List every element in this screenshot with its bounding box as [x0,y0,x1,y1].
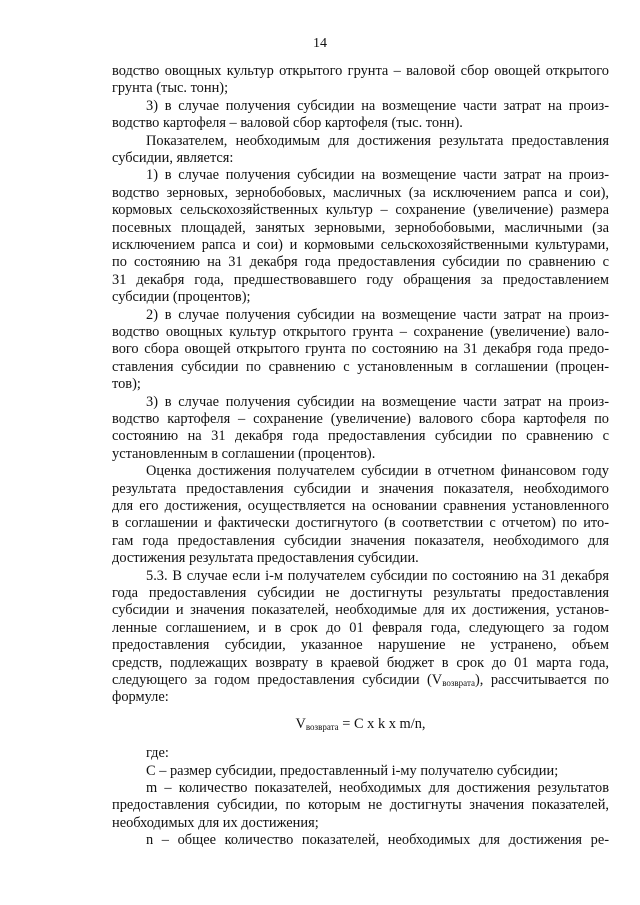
text-span: 3) в случае получения субсидии на возмещение части затрат на произ- [146,393,609,410]
text-line [112,359,609,376]
text-line [112,254,609,271]
text-line [112,411,609,428]
text-span: гам года предоставления субсидии значения показателя, необходимого для [112,532,609,549]
text-line [112,80,609,97]
text-line [146,133,609,150]
text-span: субсидии, является: [112,150,234,166]
text-line [112,324,609,341]
text-span: по состоянию на 31 декабря года предоставления субсидии по сравнению с [112,254,609,271]
text-span: ставления субсидии по сравнению с установленным в соглашении (процен- [112,358,609,375]
text-span: достижения результата предоставления субсидии. [112,550,419,567]
text-span: ), рассчитывается по [474,672,609,688]
text-line [112,220,609,237]
text-span: для его достижения, осуществляется на основании сравнения установленного [112,498,609,514]
text-span: С – размер субсидии, предоставленный i-му получателю субсидии; [146,762,559,779]
text-span: года предоставления субсидии не достигнуты результаты предоставления [112,585,609,601]
text-span: средств, подлежащих возврату в краевой бюджет в срок до 01 марта года, [112,654,609,671]
text-line [112,637,609,654]
text-line [112,815,609,832]
text-line [112,620,609,637]
text-span: субсидии и значения показателей, необходимые для их достижения, установ- [112,602,609,619]
text-span: водство овощных культур открытого грунта – сохранение (увеличение) вало- [112,324,609,340]
text-line [112,185,609,202]
text-line [112,498,609,515]
text-line [112,428,609,445]
text-span: водство картофеля – сохранение (увеличение) валового сбора картофеля по [112,411,609,427]
text-line [112,202,609,219]
formula-subscript: возврата [305,721,339,732]
text-span: в соглашении и фактически достигнутого (в соответствии с отчетом) по ито- [112,515,609,532]
text-line [146,780,609,797]
text-span: следующего за годом предоставления субсидии (V [112,672,443,688]
text-span: водство зерновых, зернобобовых, масличных (за исключением рапса и сои), [112,184,609,201]
text-line [112,481,609,498]
text-span: водство картофеля – валовой сбор картофеля (тыс. тонн). [112,115,463,132]
text-line [112,376,609,393]
text-span: m – количество показателей, необходимых для достижения результатов [146,780,609,796]
text-line [112,63,609,80]
subscript: возврата [442,678,475,688]
text-line [112,797,609,814]
text-span: ленные соглашением, и в срок до 01 февраля года, следующего за годом [112,619,609,636]
text-line [146,745,609,762]
text-span: субсидии (процентов); [112,289,251,306]
text-line [146,167,609,184]
text-line [146,763,609,780]
text-span: предоставления субсидии, указанное нарушение не устранено, объем [112,637,609,654]
formula-lhs: V [295,715,306,732]
formula [182,716,539,736]
text-span: 31 декабря года, предшествовавшего году обращения за предоставлением [112,271,609,288]
text-span: Показателем, необходимым для достижения результата предоставления [146,132,609,149]
text-span: установленным в соглашении (процентов). [112,445,376,462]
text-line [146,98,609,115]
text-span: Оценка достижения получателем субсидии в отчетном финансовом году [146,463,609,480]
text-line [112,602,609,619]
text-line [112,585,609,602]
text-line [112,689,609,706]
text-span: предоставления субсидии, по которым не достигнуты значения показателей, [112,797,609,814]
text-line [112,515,609,532]
formula-rhs: = C x k x m/n, [338,715,426,732]
text-line [146,307,609,324]
page-number: 14 [313,36,327,51]
text-line [112,655,609,672]
text-line [112,150,609,167]
text-span: водство овощных культур открытого грунта – валовой сбор овощей открытого [112,63,609,79]
text-span: посевных площадей, занятых зерновыми, зернобобовыми, масличными (за [112,219,609,236]
text-line [112,289,609,306]
text-line [112,237,609,254]
text-line [146,394,609,411]
text-span: состоянию на 31 декабря года предоставления субсидии по сравнению с [112,428,609,445]
text-span: результата предоставления субсидии и значения показателя, необходимого [112,480,609,497]
text-span: 2) в случае получения субсидии на возмещение части затрат на произ- [146,306,609,323]
text-span: 5.3. В случае если i-м получателем субсидии по состоянию на 31 декабря [146,567,609,584]
text-line [112,115,609,132]
text-line [146,463,609,480]
text-span: вого сбора овощей открытого грунта по состоянию на 31 декабря года предо- [112,341,609,358]
text-line [112,341,609,358]
text-span: формуле: [112,689,169,706]
text-line [146,568,609,585]
text-line [146,832,609,849]
text-span: где: [146,745,169,762]
text-span: n – общее количество показателей, необходимых для достижения ре- [146,832,609,849]
text-span: исключением рапса и сои) и кормовыми сельскохозяйственными культурами, [112,237,609,253]
text-span: необходимых для их достижения; [112,814,319,831]
text-line [112,550,609,567]
text-line [112,272,609,289]
text-span: тов); [112,376,141,393]
text-line [112,446,609,463]
text-span: 3) в случае получения субсидии на возмещение части затрат на произ- [146,97,609,114]
text-span: кормовых сельскохозяйственных культур – сохранение (увеличение) размера [112,202,609,219]
text-span: 1) в случае получения субсидии на возмещение части затрат на произ- [146,167,609,184]
text-line [112,533,609,550]
text-span: грунта (тыс. тонн); [112,80,229,97]
